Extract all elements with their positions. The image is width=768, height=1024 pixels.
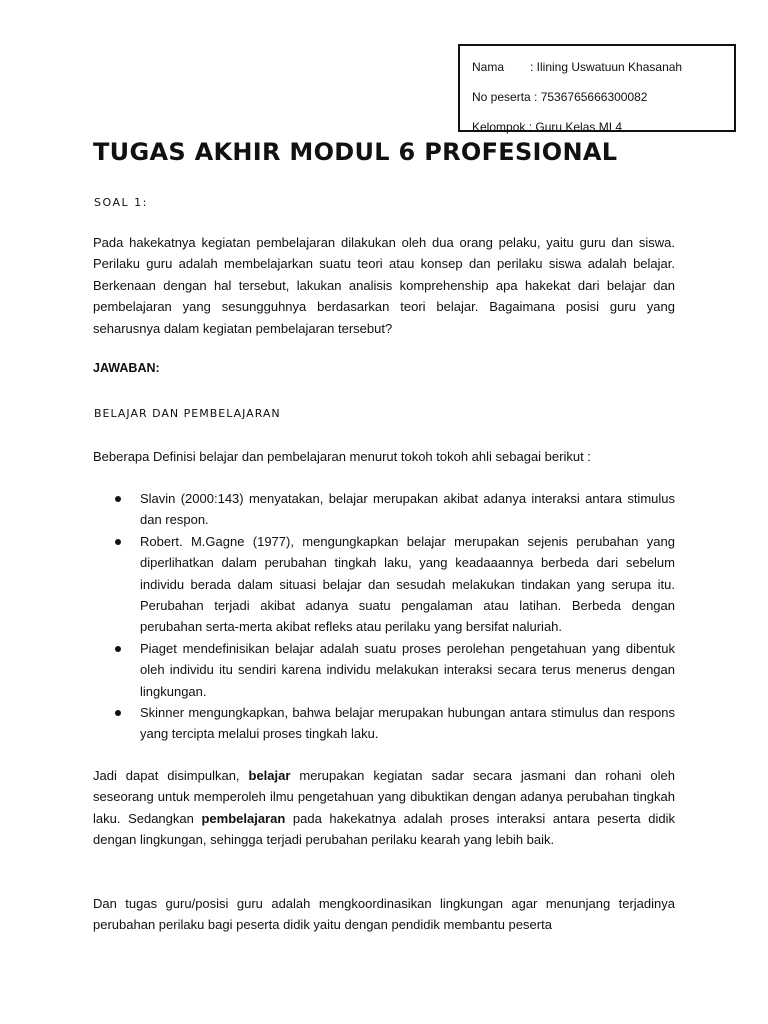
identity-box <box>458 44 736 132</box>
definition-item <box>93 638 675 702</box>
bullet-icon <box>115 710 121 716</box>
teacher-role-paragraph: Dan tugas guru/posisi guru adalah mengkoordinasikan lingkungan agar menunjang terjadinya perubahan perilaku bagi peserta didik yaitu dengan pendidik membantu peserta <box>93 896 675 933</box>
answer-label: JAWABAN: <box>93 361 160 375</box>
identity-name-row <box>472 52 734 82</box>
definition-item <box>93 488 675 531</box>
conclusion-text-1: Jadi dapat disimpulkan, <box>93 768 249 783</box>
definition-text: Piaget mendefinisikan belajar adalah suatu proses perolehan pengetahuan yang dibentuk oleh individu itu sendiri karena individu melakukan interaksi secara terus menerus dengan lingkungan. <box>140 640 675 699</box>
definition-text: Robert. M.Gagne (1977), mengungkapkan belajar merupakan sejenis perubahan yang diperlihatkan dalam perubahan tingkah laku, yang keadaaannya berbeda dari sebelum individu berada dalam situasi belajar dan sesudah melakukan tindakan yang serupa itu. Perubahan terjadi akibat adanya suatu pengalaman atau latihan. Berbeda dengan perubahan serta-merta akibat refleks atau perilaku yang bersifat naluriah. <box>140 533 675 635</box>
conclusion-term-pembelajaran: pembelajaran <box>201 810 286 826</box>
conclusion-text-2: merupakan kegiatan sadar secara jasmani dan rohani oleh seseorang untuk memperoleh ilmu pengetahuan yang dibuktikan dengan adanya perubahan tingkah laku. Sedangkan <box>93 768 675 826</box>
name-label: Nama <box>472 60 505 74</box>
conclusion-paragraph <box>93 765 675 851</box>
definition-list <box>93 488 675 745</box>
question-paragraph: Pada hakekatnya kegiatan pembelajaran dilakukan oleh dua orang pelaku, yaitu guru dan siswa. Perilaku guru adalah membelajarkan suatu teori atau konsep dan perilaku siswa adalah belajar. Berkenaan dengan hal tersebut, lakukan analisis komprehenship apa hakekat dari belajar dan pembelajaran yang sesungguhnya berdasarkan teori belajar. Bagaimana posisi guru yang seharusnya dalam kegiatan pembelajaran tersebut? <box>93 235 675 336</box>
definition-item <box>93 531 675 638</box>
participant-number: No peserta : 7536765666300082 <box>472 90 648 104</box>
intro-paragraph: Beberapa Definisi belajar dan pembelajaran menurut tokoh tokoh ahli sebagai berikut : <box>93 449 591 464</box>
definition-text: Skinner mengungkapkan, bahwa belajar merupakan hubungan antara stimulus dan respons yang tercipta melalui proses tingkah laku. <box>140 705 675 742</box>
bullet-icon <box>115 496 121 502</box>
bullet-icon <box>115 646 121 652</box>
section-heading: BELAJAR DAN PEMBELAJARAN <box>94 407 281 420</box>
definition-text: Slavin (2000:143) menyatakan, belajar merupakan akibat adanya interaksi antara stimulus dan respon. <box>140 491 675 528</box>
conclusion-text-3: pada hakekatnya adalah proses interaksi antara peserta didik dengan lingkungan, sehingga terjadi perubahan perilaku kearah yang lebih baik. <box>93 810 676 848</box>
bullet-icon <box>115 539 121 545</box>
conclusion-term-belajar: belajar <box>248 768 291 783</box>
document-title: TUGAS AKHIR MODUL 6 PROFESIONAL <box>93 138 618 166</box>
name-value: : Ilining Uswatuun Khasanah <box>530 60 683 74</box>
definition-item <box>93 702 675 745</box>
group-label: Kelompok : Guru Kelas MI 4 <box>472 120 623 134</box>
question-label: SOAL 1: <box>94 196 148 209</box>
